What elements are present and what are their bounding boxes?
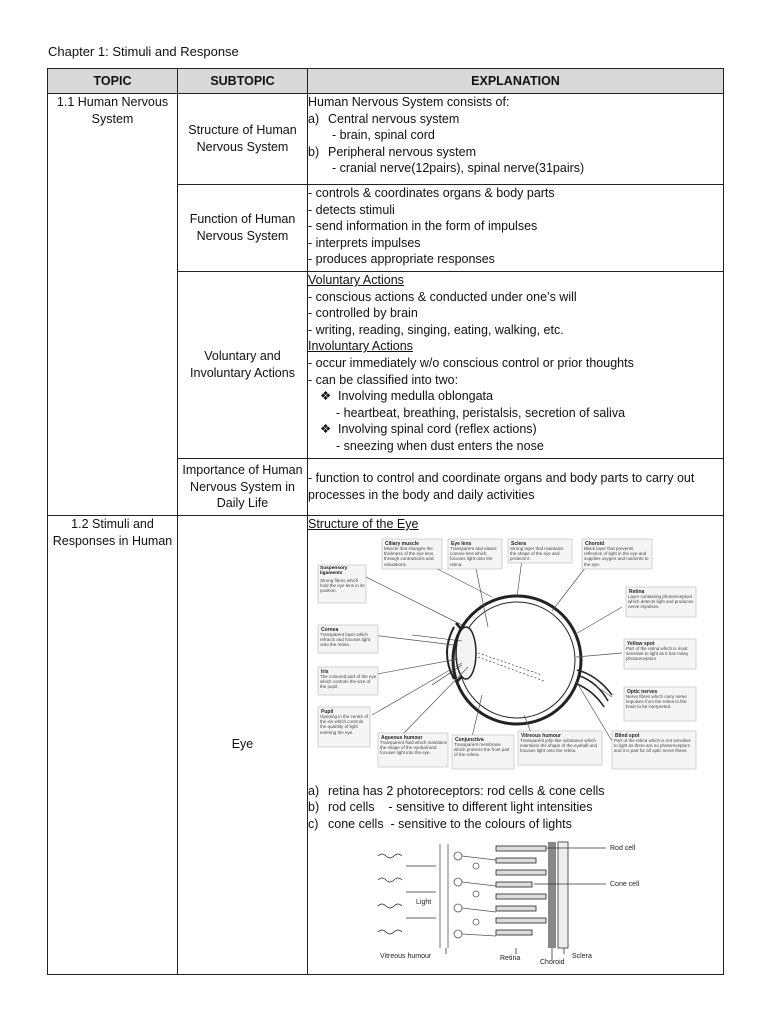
table-row	[48, 94, 724, 185]
leader-lines	[362, 559, 622, 741]
svg-text:Cornea: Cornea	[321, 626, 339, 633]
explanation-line: ❖ Involving medulla oblongata	[320, 389, 493, 404]
label-choroid: Choroid	[540, 959, 565, 965]
svg-text:Pupil: Pupil	[321, 708, 334, 715]
explanation-line: - controlled by brain	[308, 306, 418, 321]
explanation-cell	[308, 272, 724, 459]
header-explanation: EXPLANATION	[308, 69, 724, 94]
explanation-line: - sneezing when dust enters the nose	[336, 438, 544, 453]
explanation-line: - interprets impulses	[308, 235, 421, 250]
table-row	[48, 516, 724, 975]
svg-text:Choroid: Choroid	[585, 540, 605, 547]
notes-table	[47, 68, 724, 975]
svg-text:Iris: Iris	[321, 668, 329, 675]
label-retina: Retina	[500, 955, 521, 963]
label-cornea: Cornea Transparent layer which refracts and focuses light onto the retina.	[318, 625, 378, 654]
label-optic-nerves: Optic nerves Nerve fibres which carry nerve impulses from the retina to the brain to be interpreted.	[624, 687, 696, 722]
svg-text:Aqueous humour: Aqueous humour	[381, 734, 423, 741]
label-rod-cell: Rod cell	[610, 845, 636, 853]
explanation-line: b) rod cells - sensitive to different light intensities	[308, 800, 593, 815]
explanation-cell	[308, 459, 724, 516]
figure-title: Structure of the Eye	[308, 517, 419, 531]
topic-cell: 1.1 Human Nervous System	[48, 94, 178, 516]
explanation-line: c) cone cells - sensitive to the colours of lights	[308, 816, 572, 831]
retina-cells-diagram	[376, 836, 656, 964]
explanation-line: - send information in the form of impulses	[308, 219, 538, 234]
label-choroid: Choroid Black layer that prevents reflection of light in the eye and supplies oxygen and nutrients to the eye.	[582, 539, 652, 570]
involuntary-heading: Involuntary Actions	[308, 339, 413, 354]
explanation-line: - brain, spinal cord	[332, 128, 435, 143]
label-aqueous-humour: Aqueous humour Transparent fluid which maintains the shape of the eyeball and focuses light into the eye.	[378, 733, 448, 768]
chapter-title: Chapter 1: Stimuli and Response	[48, 44, 239, 59]
eye-structure-diagram	[312, 535, 716, 781]
svg-text:Eye lens: Eye lens	[451, 540, 472, 547]
label-blind-spot: Blind spot Part of the retina which is not sensitive to light as there are no photoreceptors and it is part for all optic nerve fibres.	[612, 731, 696, 770]
explanation-line: - detects stimuli	[308, 202, 395, 217]
explanation-line: - produces appropriate responses	[308, 252, 495, 267]
diamond-bullet-icon: ❖	[320, 389, 332, 404]
explanation-line: - conscious actions & conducted under one’s will	[308, 289, 577, 304]
label-iris: Iris The coloured part of the eye which controls the size of the pupil.	[318, 667, 378, 696]
label-ciliary-muscle: Ciliary muscle Muscle that changes the thickness of the eye lens through contractions and relaxations.	[382, 539, 442, 570]
header-row	[48, 69, 724, 94]
label-yellow-spot: Yellow spot Part of the retina which is most sensitive to light as it has many photoreceptors.	[624, 639, 696, 670]
explanation-line: b) Peripheral nervous system	[308, 144, 476, 159]
explanation-cell	[308, 185, 724, 272]
svg-text:Retina: Retina	[629, 588, 645, 595]
svg-text:Ciliary muscle: Ciliary muscle	[385, 540, 419, 547]
label-sclera: Sclera	[572, 953, 592, 961]
label-vitreous-humour: Vitreous humour	[380, 953, 432, 961]
svg-text:Optic nerves: Optic nerves	[627, 688, 658, 695]
subtopic-cell: Eye	[178, 516, 308, 975]
explanation-cell	[308, 516, 724, 975]
explanation-line: ❖ Involving spinal cord (reflex actions)	[320, 422, 537, 437]
explanation-line: - heartbeat, breathing, peristalsis, secretion of saliva	[336, 405, 626, 420]
explanation-line: - can be classified into two:	[308, 372, 459, 387]
explanation-line: - occur immediately w/o conscious control or prior thoughts	[308, 355, 634, 370]
label-sclera: Sclera Strong layer that maintains the shape of the eye and protects it.	[508, 539, 572, 564]
label-suspensory-ligaments: Suspensory ligaments Strong fibres which hold the eye lens in its position.	[318, 565, 366, 603]
label-conjunctiva: Conjunctiva Transparent membrane which protects the front part of the sclera.	[452, 735, 514, 770]
label-vitreous-humour: Vitreous humour Transparent jelly-like substance which maintains the shape of the eyeball and focuses light onto the retina.	[518, 731, 602, 766]
explanation-cell	[308, 94, 724, 185]
explanation-line: - function to control and coordinate organs and body parts to carry out processes in the body and daily activities	[308, 471, 695, 502]
svg-text:Vitreous humour: Vitreous humour	[521, 732, 561, 739]
explanation-line: - controls & coordinates organs & body parts	[308, 186, 555, 200]
svg-text:Blind spot: Blind spot	[615, 732, 640, 739]
subtopic-cell: Importance of Human Nervous System in Daily Life	[178, 459, 308, 516]
label-light: Light	[416, 899, 432, 907]
subtopic-cell: Voluntary and Involuntary Actions	[178, 272, 308, 459]
explanation-line: Human Nervous System consists of:	[308, 95, 510, 109]
svg-text:Sclera: Sclera	[511, 540, 527, 547]
header-topic: TOPIC	[48, 69, 178, 94]
voluntary-heading: Voluntary Actions	[308, 273, 404, 287]
label-cone-cell: Cone cell	[610, 881, 640, 889]
label-eye-lens: Eye lens Transparent and elastic convex lens which focuses light onto the retina.	[448, 539, 502, 570]
label-pupil: Pupil Opening in the centre of the iris which controls the quantity of light entering the eye.	[318, 707, 370, 748]
eye-labels	[318, 539, 696, 770]
explanation-line: a) retina has 2 photoreceptors: rod cells & cone cells	[308, 783, 605, 798]
explanation-line: - cranial nerve(12pairs), spinal nerve(31pairs)	[332, 161, 585, 176]
diamond-bullet-icon: ❖	[320, 422, 332, 437]
header-subtopic: SUBTOPIC	[178, 69, 308, 94]
subtopic-cell: Structure of Human Nervous System	[178, 94, 308, 185]
label-retina: Retina Layer containing photoreceptors which detects light and produces nerve impulses.	[626, 587, 696, 618]
svg-text:Yellow spot: Yellow spot	[627, 640, 655, 647]
topic-cell: 1.2 Stimuli and Responses in Human	[48, 516, 178, 975]
explanation-line: a) Central nervous system	[308, 111, 460, 126]
explanation-line: - writing, reading, singing, eating, walking, etc.	[308, 322, 564, 337]
svg-text:Conjunctiva: Conjunctiva	[455, 736, 484, 743]
subtopic-cell: Function of Human Nervous System	[178, 185, 308, 272]
